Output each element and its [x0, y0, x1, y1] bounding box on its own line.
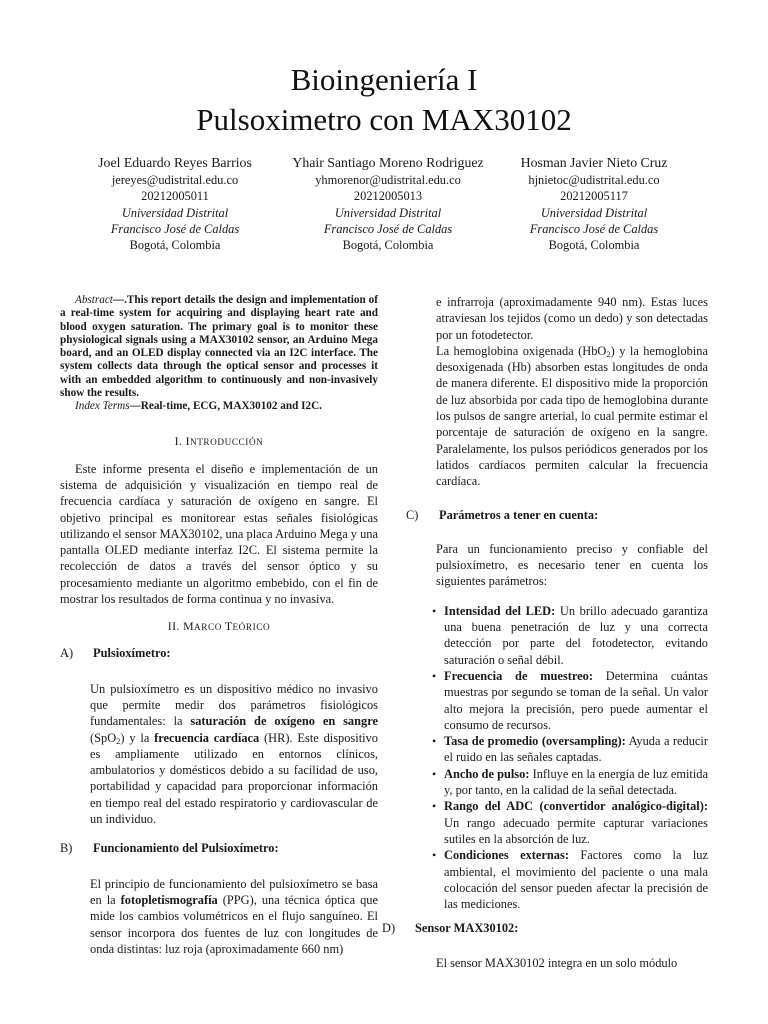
author-email: jereyes@udistrital.edu.co	[111, 173, 239, 187]
subsection-heading-c: C) Parámetros a tener en cuenta:	[406, 507, 599, 522]
title-line-1: Bioingeniería I	[290, 62, 478, 97]
parametros-intro: Para un funcionamiento preciso y confiable del pulsioxímetro, es necesario tener en cuenta los siguientes parámetros:	[436, 541, 708, 589]
author-name: Yhair Santiago Moreno Rodriguez	[292, 155, 484, 170]
list-item: • Condiciones externas: Factores como la luz ambiental, el movimiento del paciente o una mala colocación del sensor pueden afectar la precisión de las mediciones.	[432, 848, 709, 912]
author-university: Universidad Distrital	[540, 205, 648, 220]
list-item: • Ancho de pulso: Influye en la energía de luz emitida y, por tanto, en la calidad de la señal detectada.	[432, 766, 708, 798]
section-heading-2: II. MARCO TEÓRICO	[167, 619, 271, 634]
pulsioximetro-paragraph: Un pulsioxímetro es un dispositivo médico no invasivo que permite medir dos parámetros fisiológicos fundamentales: la saturación de oxígeno en sangre (SpO$_2$) y la frecuencia cardíaca (HR). Este dispositivo es ampliamente utilizado en entornos clínicos, ambulatorios y domésticos debido a su facilidad de uso, portabilidad y capacidad para proporcionar información en tiempo real del estado respiratorio y cardiovascular de un individuo.	[90, 681, 378, 827]
author-college: Francisco José de Caldas	[323, 221, 453, 236]
abstract-label: Abstract	[75, 294, 113, 306]
title-line-2: Pulsoximetro con MAX30102	[196, 102, 572, 137]
author-location: Bogotá, Colombia	[548, 238, 640, 253]
list-item: • Frecuencia de muestreo: Determina cuántas muestras por segundo se toman de la señal. Un valor alto mejora la precisión, pero puede aumentar el consumo de recursos.	[432, 668, 708, 732]
author-university: Universidad Distrital	[121, 205, 229, 220]
author-name: Joel Eduardo Reyes Barrios	[98, 155, 252, 170]
intro-paragraph: Este informe presenta el diseño e implementación de un sistema de adquisición y visualización en tiempo real de frecuencia cardíaca y saturación de oxígeno en sangre. El objetivo principal es monitorear estas señales fisiológicas utilizando el sensor MAX30102, una placa Arduino Mega y una pantalla OLED mediante interfaz I2C. El sistema permite la recolección de datos a través del sensor óptico y su procesamiento mediante un algoritmo embebido, con el fin de mostrar los resultados de forma continua y no invasiva.	[60, 461, 378, 607]
subsection-heading-d: D) Sensor MAX30102:	[382, 921, 519, 936]
author-code: 20212005013	[353, 189, 423, 204]
right-column	[382, 294, 709, 971]
author-university: Universidad Distrital	[334, 205, 442, 220]
left-column	[60, 294, 378, 957]
subsection-heading-b: B) Funcionamiento del Pulsioxímetro:	[60, 841, 279, 856]
index-terms	[60, 400, 378, 413]
abstract	[60, 294, 378, 400]
author-block	[60, 153, 290, 253]
author-name: Hosman Javier Nieto Cruz	[520, 155, 668, 170]
author-location: Bogotá, Colombia	[129, 238, 221, 253]
max30102-paragraph: El sensor MAX30102 integra en un solo módulo	[436, 955, 678, 970]
list-item: • Tasa de promedio (oversampling): Ayuda a reducir el ruido en las señales captadas.	[432, 734, 708, 765]
author-block	[479, 153, 709, 253]
author-location: Bogotá, Colombia	[342, 238, 434, 253]
author-college: Francisco José de Caldas	[110, 221, 240, 236]
funcionamiento-paragraph: El principio de funcionamiento del pulsioxímetro se basa en la fotopletismografía (PPG), una técnica óptica que mide los cambios volumétricos en el flujo sanguíneo. El sensor incorpora dos fuentes de luz con longitudes de onda distintas: luz roja (aproximadamente 660 nm)	[90, 876, 378, 956]
author-email: yhmorenor@udistrital.edu.co	[315, 173, 461, 187]
subsection-heading-a: A) Pulsioxímetro:	[60, 646, 171, 661]
author-code: 20212005011	[141, 189, 209, 204]
list-item: • Rango del ADC (convertidor analógico-digital): Un rango adecuado permite capturar variaciones sutiles en la absorción de luz.	[432, 799, 708, 846]
index-terms-label: Index Terms	[75, 400, 130, 413]
author-email: hjnietoc@udistrital.edu.co	[528, 173, 660, 187]
parameter-list	[406, 603, 708, 913]
author-code: 20212005117	[560, 189, 628, 204]
list-item: • Intensidad del LED: Un brillo adecuado garantiza una buena penetración de luz y una correcta detección por parte del fotodetector, evitando saturación o señal débil.	[432, 603, 708, 667]
abstract-text: —.This report details the design and implementation of a real-time system for acquiring and displaying heart rate and blood oxygen saturation. The primary goal is to monitor these physiological signals using a MAX30102 sensor, an Arduino Mega board, and an OLED display connected via an I2C interface. The system collects data through the optical sensor and processes it with an embedded algorithm to continuously and non-invasively show the results.	[60, 294, 378, 400]
author-block	[273, 153, 503, 253]
funcionamiento-continued: e infrarroja (aproximadamente 940 nm). Estas luces atraviesan los tejidos (como un dedo) y son detectadas por un fotodetector.	[436, 295, 708, 342]
hemoglobina-paragraph: La hemoglobina oxigenada (HbO$_2$) y la hemoglobina desoxigenada (Hb) absorben estas longitudes de onda de manera diferente. El dispositivo mide la proporción de luz absorbida por cada tipo de hemoglobina durante los pulsos de sangre arterial, lo cual permite estimar el porcentaje de saturación de oxígeno en la sangre. Paralelamente, los pulsos periódicos generados por los latidos cardíacos permiten calcular la frecuencia cardíaca.	[436, 343, 708, 489]
index-terms-text: —Real-time, ECG, MAX30102 and I2C.	[129, 400, 322, 413]
author-college: Francisco José de Caldas	[529, 221, 659, 236]
paper-title	[0, 60, 768, 140]
section-heading-1: I. INTRODUCCIÓN	[174, 433, 264, 448]
